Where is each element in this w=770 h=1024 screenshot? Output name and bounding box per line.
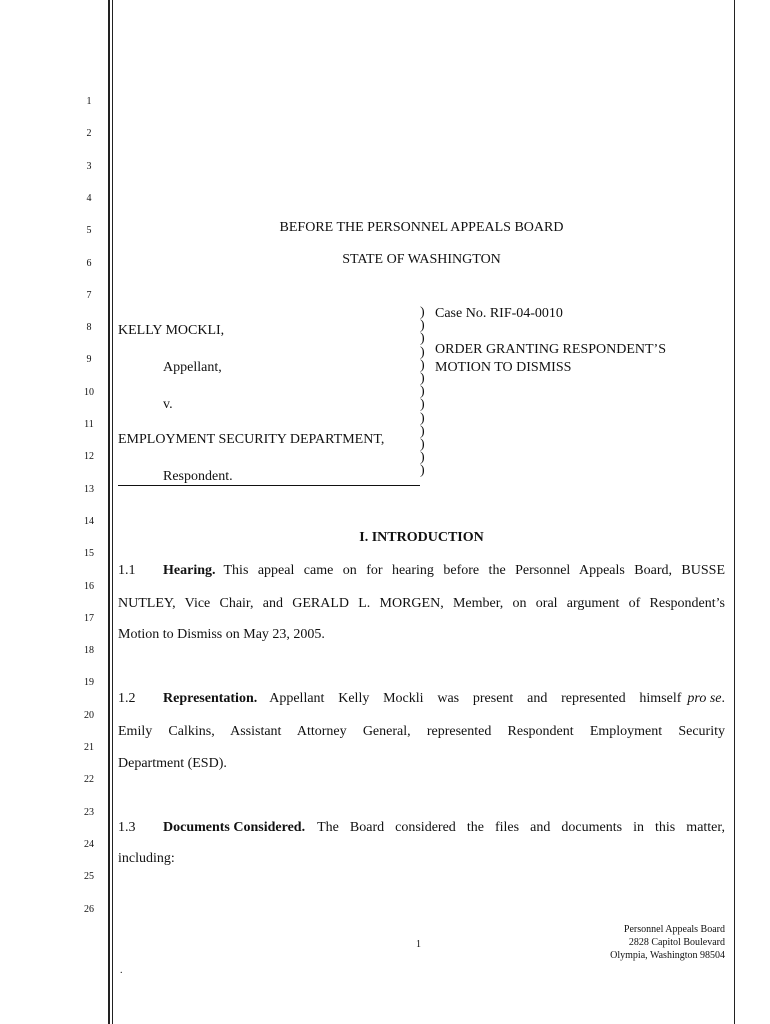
caption-paren: ) — [420, 331, 425, 347]
board-heading: BEFORE THE PERSONNEL APPEALS BOARD — [279, 220, 564, 235]
para-1-1-line3: Motion to Dismiss on May 23, 2005. — [118, 627, 325, 642]
para-1-3-line2: including: — [118, 851, 175, 866]
para-1-2-period: . — [721, 691, 725, 706]
caption-paren: ) — [420, 437, 425, 452]
para-1-1-number: 1.1 — [118, 563, 136, 578]
para-1-2-pro-se: pro se — [687, 691, 722, 706]
respondent-role: Respondent. — [163, 469, 233, 484]
line-number: 7 — [86, 289, 92, 301]
footer-address — [560, 923, 725, 962]
caption-paren: ) — [420, 450, 425, 466]
para-1-2-line3: Department (ESD). — [118, 756, 227, 771]
line-number: 21 — [84, 742, 94, 753]
caption-paren: ) — [420, 397, 425, 413]
section-title: I. INTRODUCTION — [359, 530, 484, 545]
line-number: 3 — [86, 160, 92, 172]
right-margin-rule — [734, 0, 735, 1024]
para-1-2-number: 1.2 — [118, 691, 136, 706]
para-1-2-text1: Appellant Kelly Mockli was present and represented himself — [269, 691, 682, 706]
footer-dot: . — [120, 965, 123, 976]
caption-paren: ) — [420, 305, 425, 320]
line-number: 6 — [86, 257, 92, 269]
versus: v. — [163, 397, 173, 412]
footer-address-line2: 2828 Capitol Boulevard — [628, 937, 725, 948]
caption-paren: ) — [420, 410, 425, 426]
state-heading: STATE OF WASHINGTON — [342, 252, 501, 267]
line-number: 16 — [84, 580, 94, 592]
footer-address-line1: Personnel Appeals Board — [623, 924, 725, 935]
line-number: 11 — [84, 419, 94, 430]
line-number: 2 — [86, 128, 92, 140]
line-number: 9 — [86, 354, 92, 366]
left-margin-rule-outer — [108, 0, 110, 1024]
left-margin-rule-inner — [112, 0, 113, 1024]
line-number: 17 — [84, 612, 94, 624]
para-1-2-heading: Representation. — [163, 691, 258, 706]
respondent-name: EMPLOYMENT SECURITY DEPARTMENT, — [118, 432, 385, 447]
order-title-line2: MOTION TO DISMISS — [435, 360, 572, 375]
para-1-1-text1: This appeal came on for hearing before the Personnel Appeals Board, BUSSE — [223, 563, 725, 578]
line-number: 23 — [84, 806, 94, 818]
para-1-3-line1 — [118, 820, 725, 836]
line-number: 24 — [84, 838, 94, 850]
line-number: 1 — [86, 96, 92, 107]
para-1-3-heading: Documents Considered. — [163, 820, 306, 835]
footer-address-line3: Olympia, Washington 98504 — [610, 950, 725, 961]
page-number: 1 — [416, 939, 421, 950]
line-number: 13 — [84, 483, 94, 495]
para-1-1-line2: NUTLEY, Vice Chair, and GERALD L. MORGEN, Member, on oral argument of Respondent’s — [118, 596, 725, 611]
line-number: 15 — [84, 548, 94, 560]
caption-paren: ) — [420, 423, 425, 439]
case-number: Case No. RIF-04-0010 — [435, 306, 563, 321]
para-1-1-heading: Hearing. — [163, 563, 216, 578]
caption-underline — [118, 485, 420, 486]
appellant-name: KELLY MOCKLI, — [118, 323, 225, 338]
para-1-2-line1 — [118, 691, 725, 707]
line-number: 18 — [84, 645, 94, 657]
line-number: 25 — [84, 871, 94, 883]
caption-paren: ) — [420, 318, 425, 334]
caption-paren: ) — [420, 371, 425, 386]
line-number: 14 — [84, 515, 94, 527]
line-number: 22 — [84, 774, 94, 786]
line-number: 4 — [86, 192, 92, 204]
line-number: 8 — [86, 322, 92, 334]
caption-paren: ) — [420, 463, 425, 479]
caption-paren: ) — [420, 357, 425, 373]
order-title-line1: ORDER GRANTING RESPONDENT’S — [435, 342, 667, 357]
appellant-role: Appellant, — [163, 360, 222, 375]
line-number: 5 — [86, 225, 92, 237]
caption-paren: ) — [420, 384, 425, 400]
line-number: 12 — [84, 451, 94, 463]
para-1-1-line1 — [118, 563, 725, 579]
para-1-2-line2: Emily Calkins, Assistant Attorney General, represented Respondent Employment Security — [118, 724, 725, 739]
para-1-3-number: 1.3 — [118, 820, 136, 835]
line-number: 19 — [84, 677, 94, 689]
line-number: 10 — [84, 386, 94, 398]
line-number: 20 — [84, 709, 94, 721]
line-number: 26 — [84, 903, 94, 915]
para-1-3-text1: The Board considered the files and documents in this matter, — [317, 820, 725, 835]
caption-paren: ) — [420, 344, 425, 360]
